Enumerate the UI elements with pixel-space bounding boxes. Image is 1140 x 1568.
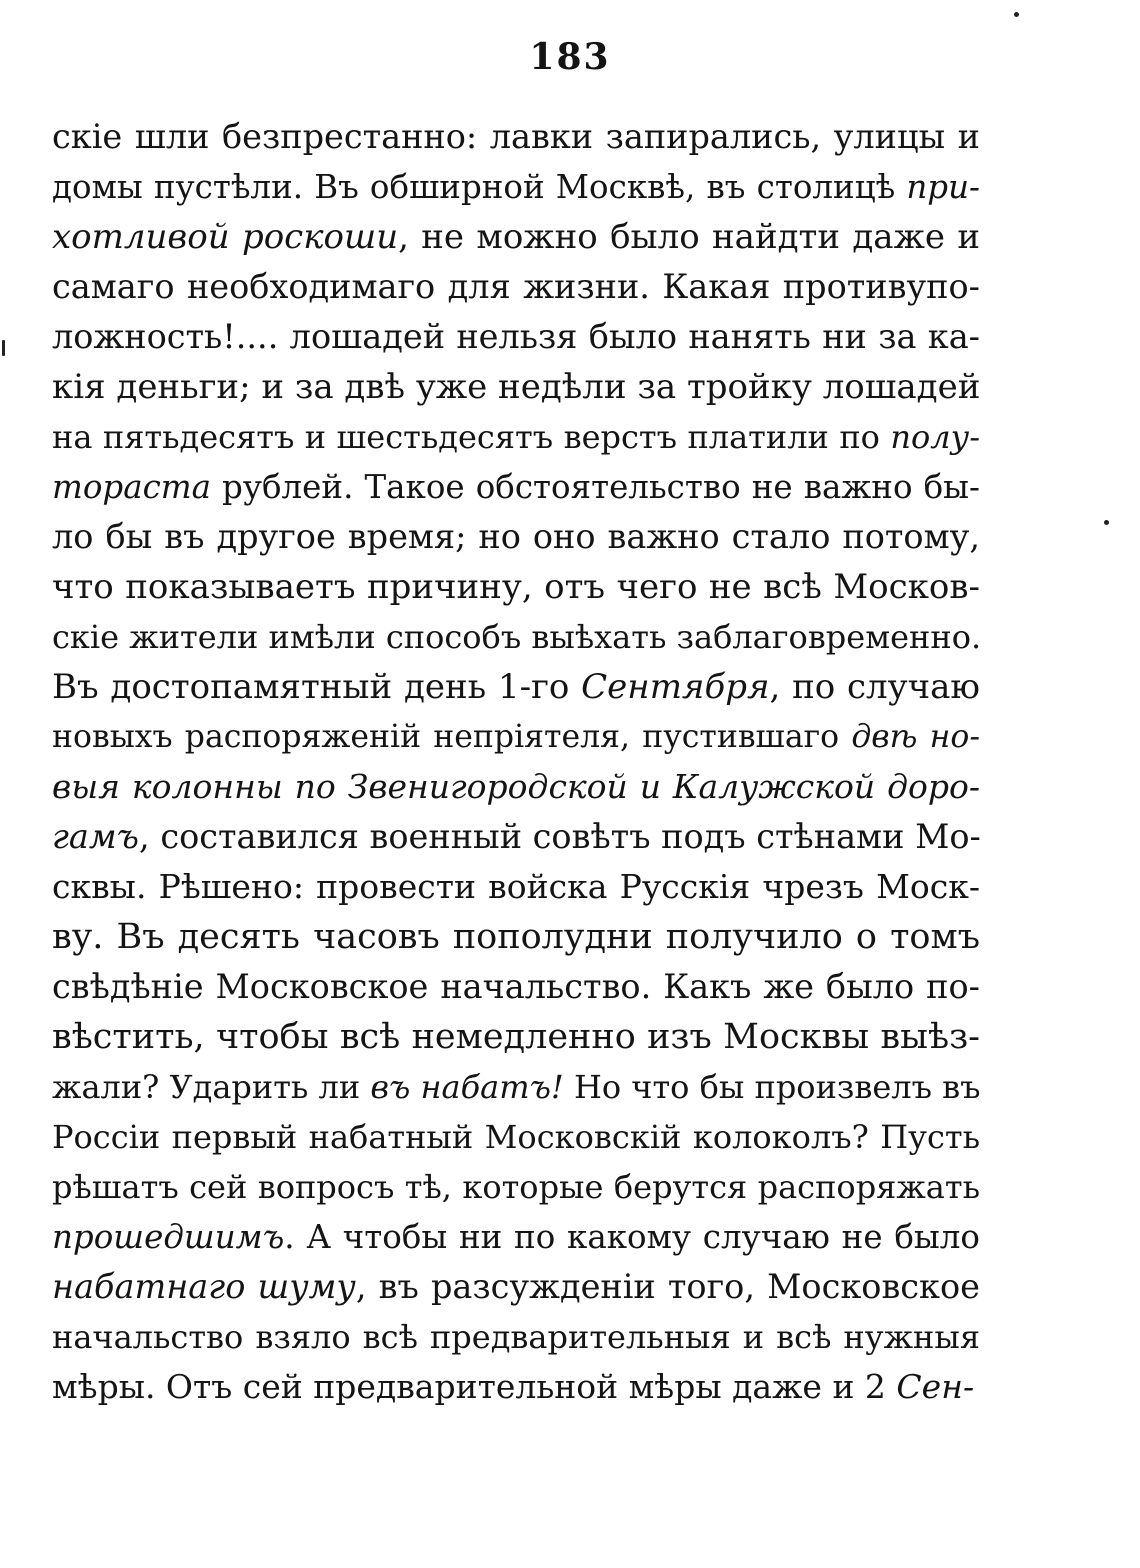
text-segment: домы пустѣли. Въ обширной Москвѣ, въ столицѣ (52, 168, 907, 206)
text-line (52, 112, 980, 162)
text-segment: Въ достопамятный день 1-го (52, 667, 582, 707)
text-line (52, 962, 980, 1012)
text-segment: рублей. Такое обстоятельство не важно бы- (210, 468, 980, 506)
italic-text: тораста (52, 468, 211, 506)
italic-text: Сен- (896, 1367, 975, 1406)
text-segment: самаго необходимаго для жизни. Какая противупо- (52, 267, 980, 306)
italic-text: прошедшимъ (52, 1218, 285, 1256)
page-number: 183 (529, 36, 611, 78)
text-line (52, 912, 980, 962)
text-line (52, 512, 980, 562)
text-line (52, 662, 980, 712)
text-line (52, 1012, 980, 1062)
text-segment: рѣшатъ сей вопросъ тѣ, которые берутся распоряжать (52, 1168, 980, 1206)
italic-text: при- (906, 168, 980, 206)
text-segment: что показываетъ причину, отъ чего не всѣ Москов- (52, 567, 980, 607)
italic-text: выя колонны по Звенигородской и Калужской доро- (52, 767, 980, 806)
text-line (52, 1062, 980, 1112)
text-line (52, 1112, 980, 1162)
text-segment: ву. Въ десять часовъ пополудни получило о томъ (52, 917, 980, 957)
text-segment: свѣдѣніе Московское начальство. Какъ же было по- (52, 967, 980, 1006)
text-line (52, 212, 980, 262)
text-segment: кія деньги; и за двѣ уже недѣли за тройку лошадей (52, 367, 981, 407)
scan-speck (1104, 520, 1109, 525)
scan-speck (2, 340, 5, 356)
text-segment: вѣстить, чтобы всѣ немедленно изъ Москвы выѣз- (52, 1017, 980, 1057)
text-line (52, 262, 980, 312)
text-line (52, 1262, 980, 1312)
text-segment: сквы. Рѣшено: провести войска Русскія чрезъ Моск- (52, 867, 980, 906)
text-line (52, 762, 980, 812)
text-segment: , по случаю (769, 667, 980, 707)
text-line (52, 612, 980, 662)
text-segment: Россіи первый набатный Московскій колоколъ? Пусть (52, 1118, 980, 1156)
italic-text: въ набатъ! (370, 1068, 564, 1106)
text-line (52, 462, 980, 512)
text-line (52, 1162, 980, 1212)
text-line (52, 312, 980, 362)
text-line (52, 1312, 980, 1362)
text-segment: на пятьдесятъ и шестьдесятъ верстъ платили по (52, 418, 891, 456)
text-line (52, 412, 980, 462)
text-line (52, 1362, 980, 1412)
text-segment: , составился военный совѣтъ подъ стѣнами Мо- (139, 817, 981, 856)
text-line (52, 562, 980, 612)
text-segment: мѣры. Отъ сей предварительной мѣры даже и 2 (52, 1367, 897, 1406)
italic-text: двѣ но- (851, 719, 981, 755)
text-segment: Но что бы произвелъ въ (563, 1068, 981, 1106)
text-segment: скіе шли безпрестанно: лавки запирались, улицы и (52, 117, 980, 156)
text-line (52, 812, 980, 862)
text-segment: начальство взяло всѣ предварительныя и всѣ нужныя (52, 1318, 980, 1356)
italic-text: полу- (890, 418, 980, 456)
text-segment: ложность!.... лошадей нельзя было нанять ни за ка- (52, 317, 980, 356)
text-line (52, 362, 980, 412)
text-segment: , не можно было найдти даже и (398, 217, 980, 257)
text-line (52, 1212, 980, 1262)
scan-speck (1014, 12, 1019, 17)
text-line (52, 862, 980, 912)
text-segment: , въ разсужденіи того, Московское (355, 1267, 980, 1306)
italic-text: набатнаго шуму (52, 1267, 356, 1306)
italic-text: хотливой роскоши (52, 217, 399, 257)
text-line (52, 712, 980, 762)
text-segment: . А чтобы ни по какому случаю не было (284, 1218, 980, 1256)
body-text (52, 112, 980, 1412)
text-segment: скіе жители имѣли способъ выѣхать заблаговременно. (52, 618, 982, 656)
text-segment: жали? Ударить ли (52, 1068, 371, 1106)
italic-text: гамъ (52, 817, 140, 856)
text-segment: ло бы въ другое время; но оно важно стало потому, (52, 517, 980, 556)
italic-text: Сентября (581, 667, 770, 707)
text-line (52, 162, 980, 212)
text-segment: новыхъ распоряженій непріятеля, пустившаго (52, 719, 852, 755)
